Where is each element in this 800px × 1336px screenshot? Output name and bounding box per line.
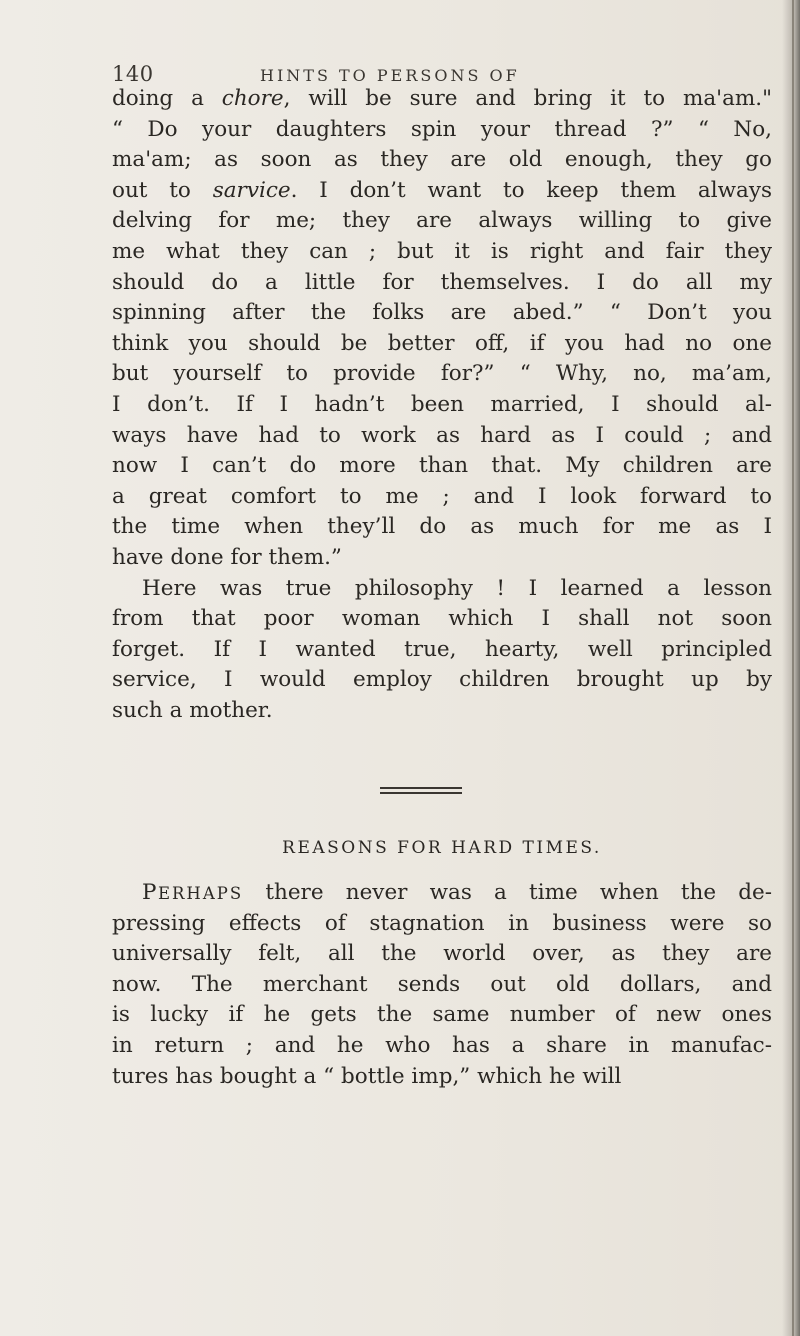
- page-edge-line: [792, 0, 794, 1336]
- text-line: me what they can ; but it is right and fair they: [112, 238, 772, 264]
- text-line: such a mother.: [112, 697, 273, 723]
- text-line: should do a little for themselves. I do all my: [112, 269, 772, 295]
- text-line: I don’t. If I hadn’t been married, I should al-: [112, 391, 772, 417]
- text-line: think you should be better off, if you had no one: [112, 330, 772, 356]
- text-line: Here was true philosophy ! I learned a lesson: [142, 575, 772, 601]
- passage-continuation: [112, 84, 772, 726]
- text-line: delving for me; they are always willing to give: [112, 208, 772, 234]
- text-line: now I can’t do more than that. My children are: [112, 453, 772, 479]
- text-line: but yourself to provide for?” “ Why, no, ma’am,: [112, 361, 772, 387]
- text-line: PERHAPS there never was a time when the de-: [142, 880, 772, 905]
- page-edge-shadow: [782, 0, 800, 1336]
- text-line: service, I would employ children brought up by: [112, 667, 772, 693]
- text-line: from that poor woman which I shall not soon: [112, 606, 772, 632]
- italic-word: chore: [221, 86, 284, 111]
- text-line: doing a chore, will be sure and bring it to ma'am.": [112, 86, 772, 111]
- text-line: have done for them.”: [112, 544, 342, 570]
- text-line: “ Do your daughters spin your thread ?” “ No,: [112, 116, 772, 142]
- section-heading: REASONS FOR HARD TIMES.: [282, 838, 602, 858]
- section-divider: [380, 787, 462, 795]
- running-title: HINTS TO PERSONS OF: [260, 66, 520, 85]
- first-word: PERHAPS: [142, 880, 244, 905]
- divider-rule-bottom: [380, 792, 462, 794]
- text-line: a great comfort to me ; and I look forward to: [112, 483, 772, 509]
- text-line: pressing effects of stagnation in business were so: [112, 910, 772, 936]
- page-number: 140: [112, 62, 154, 86]
- text-line: tures has bought a “ bottle imp,” which he will: [112, 1063, 622, 1089]
- text-line: in return ; and he who has a share in manufac-: [112, 1032, 772, 1058]
- text-line: the time when they’ll do as much for me as I: [112, 514, 772, 540]
- italic-word: sarvice: [212, 177, 291, 203]
- text-line: ways have had to work as hard as I could ; and: [112, 422, 772, 448]
- text-line: universally felt, all the world over, as they are: [112, 941, 772, 967]
- text-line: is lucky if he gets the same number of new ones: [112, 1002, 772, 1028]
- text-line: ma'am; as soon as they are old enough, they go: [112, 147, 772, 173]
- text-line: now. The merchant sends out old dollars, and: [112, 971, 772, 997]
- divider-rule-top: [380, 787, 462, 789]
- section-body: [112, 878, 772, 1092]
- text-line: out to sarvice. I don’t want to keep them always: [112, 177, 773, 203]
- text-line: forget. If I wanted true, hearty, well principled: [112, 636, 772, 662]
- text-line: spinning after the folks are abed.” “ Don’t you: [112, 300, 772, 326]
